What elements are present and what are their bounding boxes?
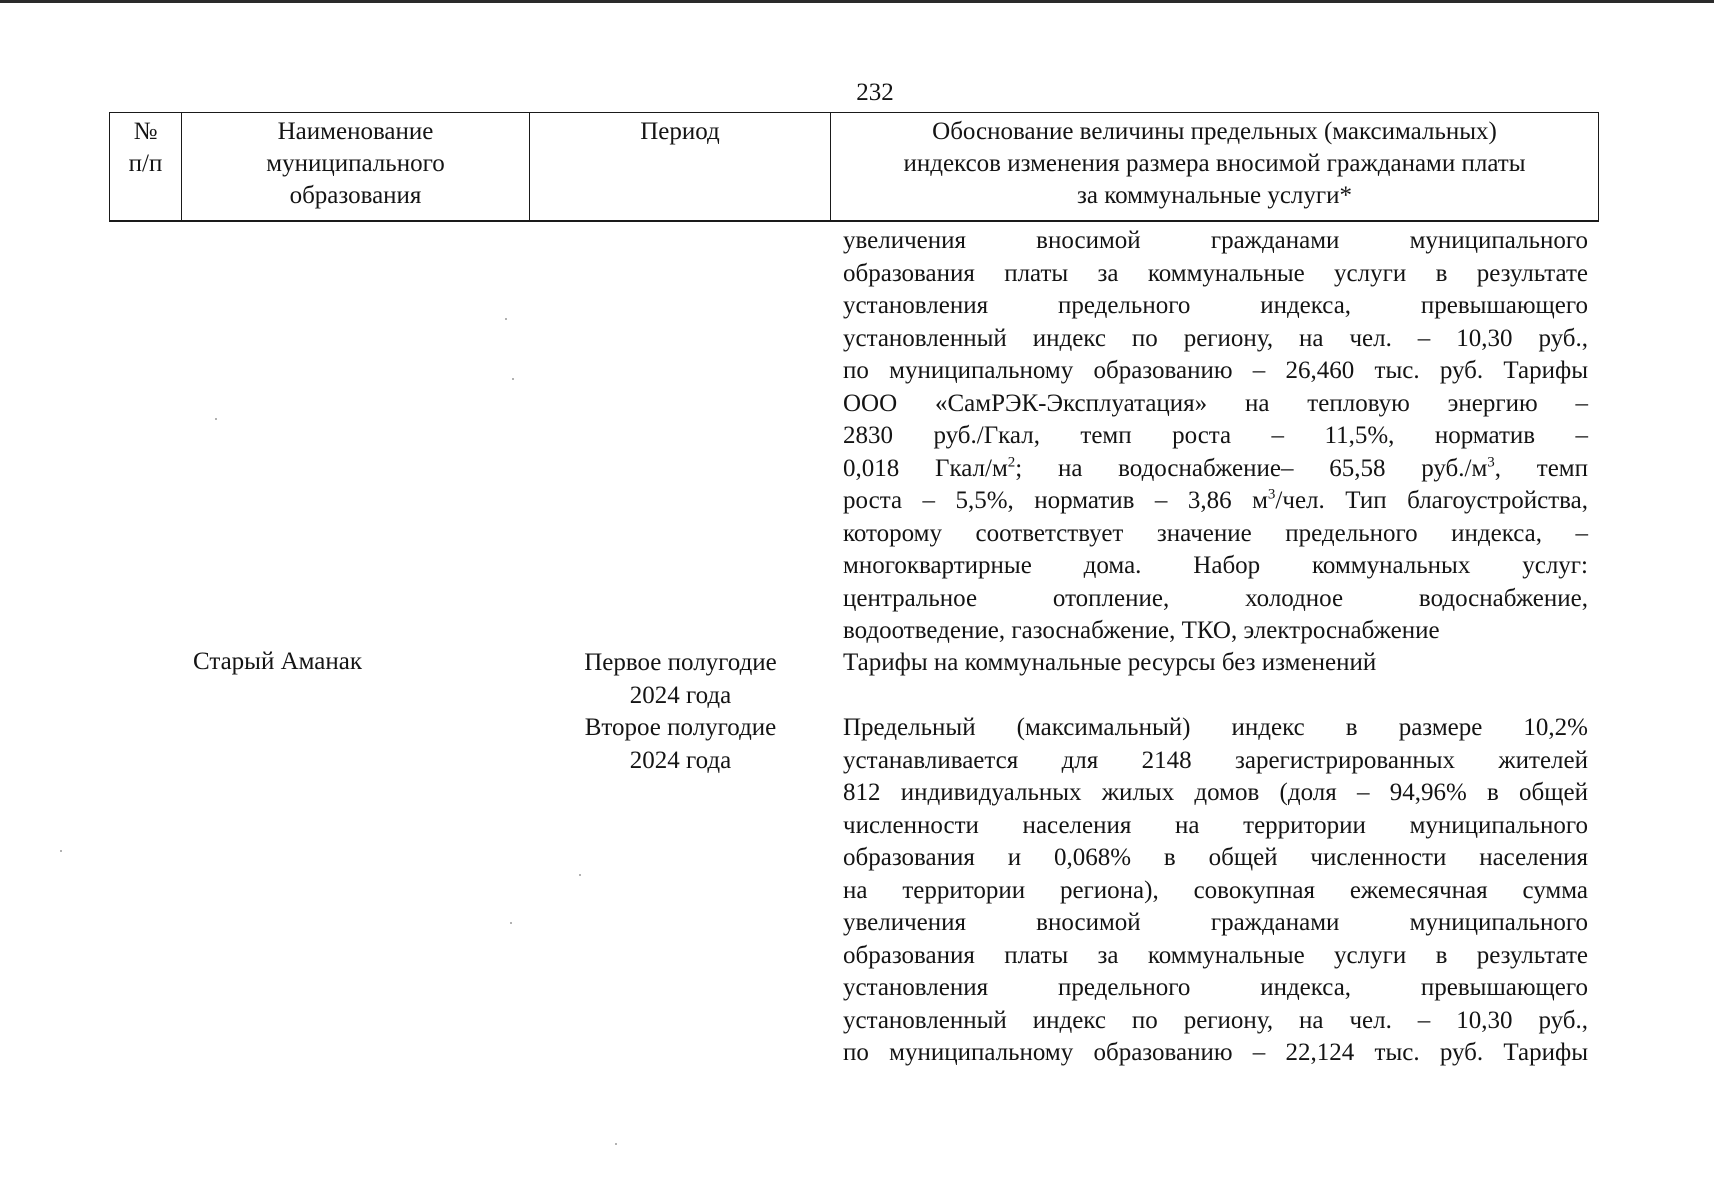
scan-speck [60, 850, 62, 852]
period-second-half-justification [843, 712, 1588, 1070]
text-line: увеличения вносимой гражданами муниципального [843, 909, 1588, 936]
table-header [109, 112, 1599, 222]
text-line: установленный индекс по региону, на чел. – 10,30 руб., [843, 1006, 1588, 1034]
text-line: водоотведение, газоснабжение, ТКО, электроснабжение [843, 617, 1440, 644]
period-first-half: Первое полугодие 2024 года [584, 649, 777, 709]
text-line: многоквартирные дома. Набор коммунальных услуг: [843, 552, 1588, 579]
scan-speck [615, 1143, 617, 1145]
continued-justification-text [843, 225, 1588, 648]
period-second-half: Второе полугодие 2024 года [584, 714, 777, 774]
text-line: устанавливается для 2148 зарегистрированных жителей [843, 746, 1588, 774]
text-line: образования платы за коммунальные услуги в результате [843, 941, 1588, 969]
text-line: 812 индивидуальных жилых домов (доля – 94,96% в общей [843, 779, 1588, 806]
text-line: Тарифы на коммунальные ресурсы без изменений [843, 649, 1377, 676]
text-line: которому соответствует значение предельного индекса, – [843, 519, 1588, 547]
text-line: установленный индекс по региону, на чел. – 10,30 руб., [843, 324, 1588, 352]
text-line: на территории региона), совокупная ежемесячная сумма [843, 876, 1588, 904]
municipality-name: Старый Аманак [193, 648, 363, 675]
text-line: установления предельного индекса, превышающего [843, 292, 1588, 319]
text-line: численности населения на территории муниципального [843, 811, 1588, 839]
scan-speck [579, 874, 581, 876]
scan-speck [510, 922, 512, 924]
text-line-water-norm: роста – 5,5%, норматив – 3,86 $м^3$/чел. Тип благоустройства, [843, 486, 1588, 514]
scan-speck [505, 318, 507, 320]
text-line-heat-norm: 0,018 Гкал/$м^2$; на водоснабжение– 65,58 $руб./м^3$, темп [843, 454, 1588, 482]
header-col-number: № п/п [110, 113, 182, 220]
scan-speck [215, 418, 217, 420]
text-line: увеличения вносимой гражданами муниципального [843, 227, 1588, 254]
scan-top-edge [0, 0, 1714, 3]
text-line: центральное отопление, холодное водоснабжение, [843, 584, 1588, 612]
page-number: 232 [856, 79, 894, 106]
text-line: образования платы за коммунальные услуги в результате [843, 259, 1588, 287]
text-line: 2830 руб./Гкал, темп роста – 11,5%, норматив – [843, 422, 1588, 449]
text-line: ООО «СамРЭК-Эксплуатация» на тепловую энергию – [843, 389, 1588, 417]
header-col-name: Наименование муниципального образования [182, 113, 530, 220]
header-col-period: Период [530, 113, 831, 220]
scan-speck [512, 378, 514, 380]
text-line: по муниципальному образованию – 22,124 тыс. руб. Тарифы [843, 1039, 1588, 1066]
text-line: установления предельного индекса, превышающего [843, 974, 1588, 1001]
text-line: Предельный (максимальный) индекс в размере 10,2% [843, 714, 1588, 741]
text-line: образования и 0,068% в общей численности населения [843, 844, 1588, 871]
text-line: по муниципальному образованию – 26,460 тыс. руб. Тарифы [843, 357, 1588, 384]
period-first-half-justification [843, 647, 1588, 680]
header-col-justification: Обоснование величины предельных (максимальных) индексов изменения размера вносимой гражданами платы за коммунальные услуги* [903, 118, 1526, 209]
